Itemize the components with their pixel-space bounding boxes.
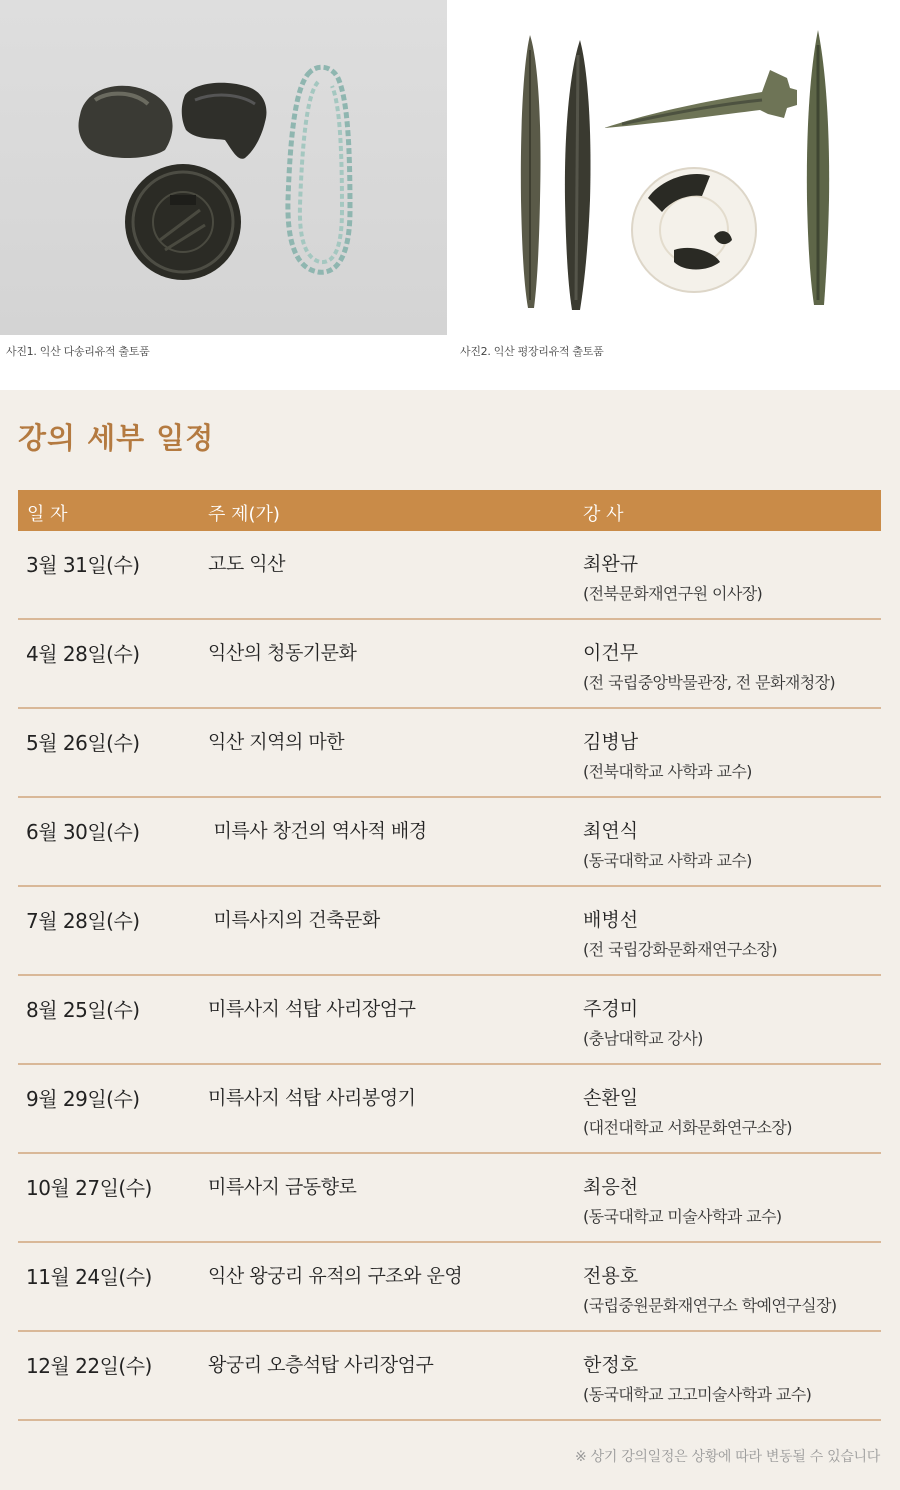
row-lecturer-name: 김병남 [583, 731, 639, 753]
artifact-illustration-mirror-necklace [0, 0, 447, 335]
row-lecturer-affiliation: (전 국립강화문화재연구소장) [583, 940, 778, 959]
schedule-rows [18, 531, 881, 1421]
table-row [18, 531, 881, 620]
artifact-photo-dasong [0, 0, 447, 335]
row-lecturer-affiliation: (국립중원문화재연구소 학예연구실장) [583, 1296, 837, 1315]
header-date: 일 자 [27, 504, 68, 525]
table-row [18, 709, 881, 798]
row-lecturer-name: 배병선 [583, 909, 639, 931]
table-row [18, 887, 881, 976]
row-topic: 미륵사지의 건축문화 [208, 909, 380, 931]
row-lecturer-affiliation: (동국대학교 고고미술사학과 교수) [583, 1385, 812, 1404]
row-topic: 익산 지역의 마한 [208, 731, 345, 753]
row-lecturer-affiliation: (동국대학교 사학과 교수) [583, 851, 752, 870]
artifact-photo-pyeongjang [452, 0, 900, 335]
table-row [18, 620, 881, 709]
table-row [18, 1243, 881, 1332]
row-topic: 익산의 청동기문화 [208, 642, 357, 664]
row-topic: 미륵사 창건의 역사적 배경 [208, 820, 427, 842]
row-date: 9월 29일(수) [26, 1087, 140, 1111]
table-header [18, 490, 881, 531]
photo1-caption: 사진1. 익산 다송리유적 출토품 [6, 345, 150, 358]
row-lecturer-name: 주경미 [583, 998, 639, 1020]
row-date: 6월 30일(수) [26, 820, 140, 844]
row-date: 5월 26일(수) [26, 731, 140, 755]
row-date: 12월 22일(수) [26, 1354, 152, 1378]
row-topic: 미륵사지 석탑 사리장엄구 [208, 998, 416, 1020]
schedule-change-note: ※ 상기 강의일정은 상황에 따라 변동될 수 있습니다 [575, 1449, 880, 1465]
row-topic: 미륵사지 금동향로 [208, 1176, 357, 1198]
row-lecturer-affiliation: (전북문화재연구원 이사장) [583, 584, 763, 603]
row-topic: 고도 익산 [208, 553, 285, 575]
row-lecturer-affiliation: (충남대학교 강사) [583, 1029, 703, 1048]
row-lecturer-name: 손환일 [583, 1087, 639, 1109]
row-date: 11월 24일(수) [26, 1265, 152, 1289]
row-date: 8월 25일(수) [26, 998, 140, 1022]
row-lecturer-affiliation: (전북대학교 사학과 교수) [583, 762, 752, 781]
row-lecturer-name: 이건무 [583, 642, 639, 664]
row-lecturer-name: 최연식 [583, 820, 639, 842]
photo2-caption: 사진2. 익산 평장리유적 출토품 [460, 345, 604, 358]
row-date: 10월 27일(수) [26, 1176, 152, 1200]
header-lecturer: 강 사 [583, 504, 624, 525]
schedule-panel [0, 390, 900, 1490]
row-topic: 미륵사지 석탑 사리봉영기 [208, 1087, 416, 1109]
row-date: 4월 28일(수) [26, 642, 140, 666]
row-lecturer-name: 전용호 [583, 1265, 639, 1287]
section-title: 강의 세부 일정 [18, 421, 215, 455]
row-lecturer-affiliation: (대전대학교 서화문화연구소장) [583, 1118, 792, 1137]
table-row [18, 798, 881, 887]
artifact-illustration-daggers [452, 0, 900, 335]
table-row [18, 976, 881, 1065]
row-lecturer-name: 최완규 [583, 553, 639, 575]
table-row [18, 1332, 881, 1421]
header-topic: 주 제(가) [208, 504, 280, 525]
row-lecturer-affiliation: (전 국립중앙박물관장, 전 문화재청장) [583, 673, 836, 692]
row-date: 3월 31일(수) [26, 553, 140, 577]
table-row [18, 1065, 881, 1154]
row-topic: 왕궁리 오층석탑 사리장엄구 [208, 1354, 434, 1376]
row-lecturer-affiliation: (동국대학교 미술사학과 교수) [583, 1207, 782, 1226]
row-topic: 익산 왕궁리 유적의 구조와 운영 [208, 1265, 463, 1287]
row-date: 7월 28일(수) [26, 909, 140, 933]
row-lecturer-name: 한정호 [583, 1354, 639, 1376]
row-lecturer-name: 최응천 [583, 1176, 639, 1198]
table-row [18, 1154, 881, 1243]
